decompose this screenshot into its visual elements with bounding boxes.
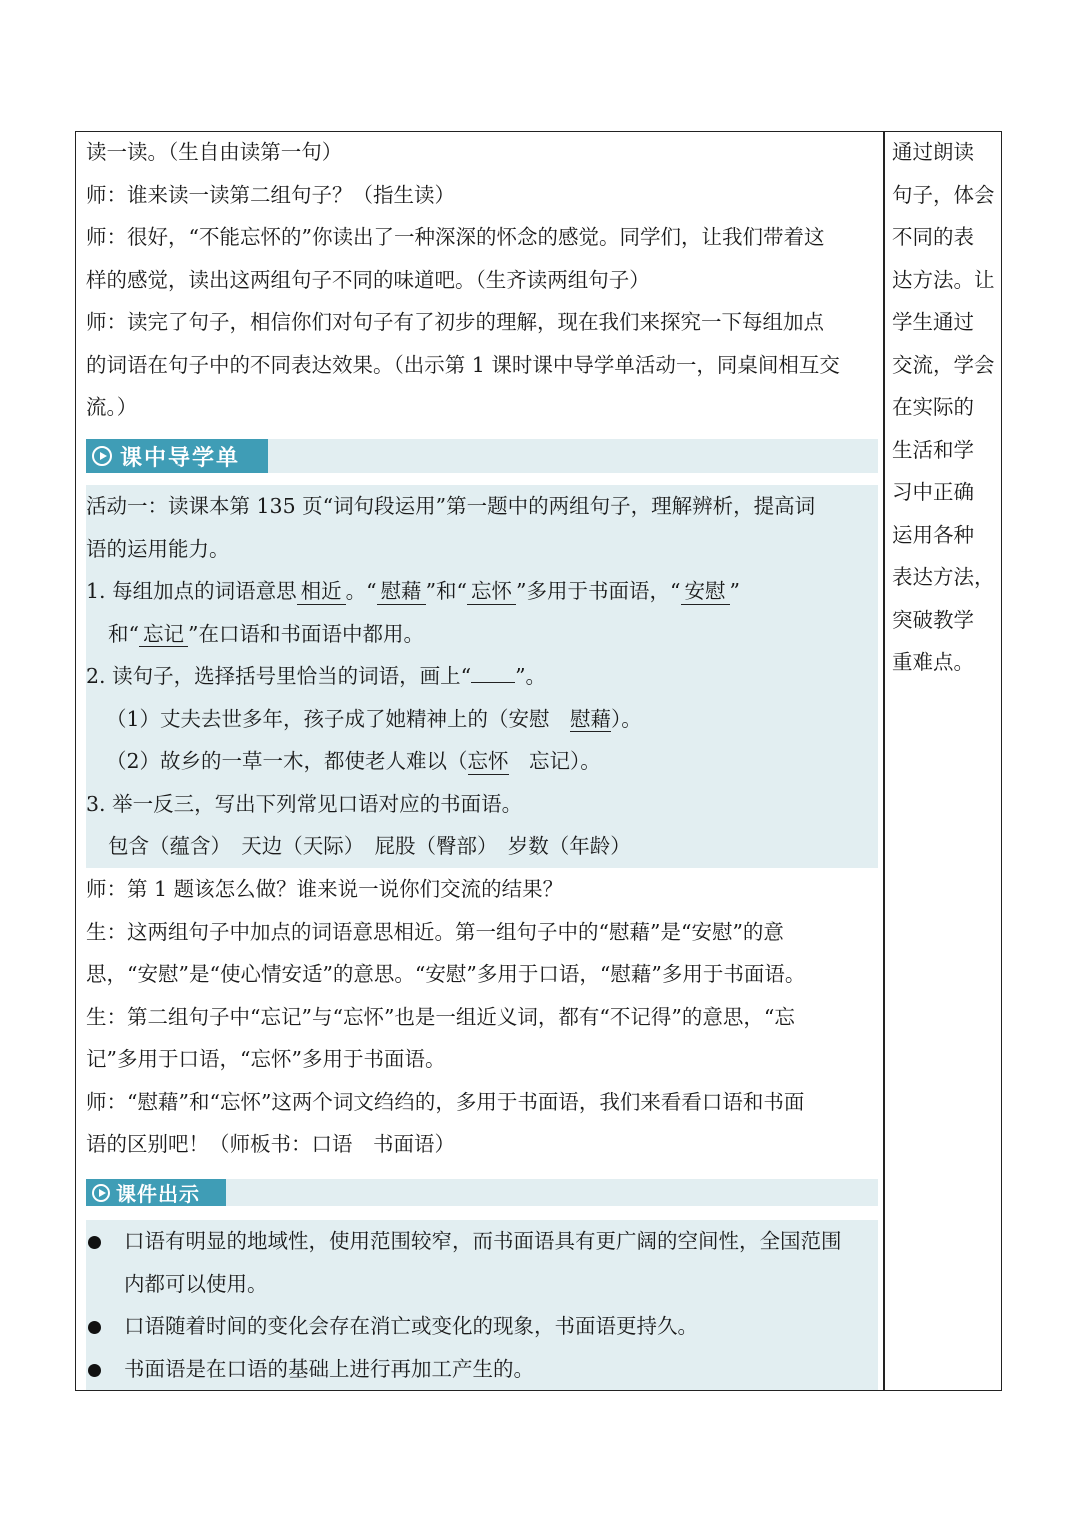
side-line: 达方法。让 [892,267,995,292]
question-2-sentence-1: （1）丈夫去世多年，孩子成了她精神上的（安慰 慰藉）。 [106,706,642,731]
intro-line: 的词语在句子中的不同表达效果。（出示第 1 课时课中导学单活动一，同桌间相互交 [86,352,840,377]
intro-line: 师：读完了句子，相信你们对句子有了初步的理解，现在我们来探究一下每组加点 [86,310,824,334]
discussion-line: 师：“慰藉”和“忘怀”这两个词文绉绉的，多用于书面语，我们来看看口语和书面 [86,1089,805,1114]
question-1: 1. 每组加点的词语意思 相近 。“ 慰藉 ”和“ 忘怀 ”多用于书面语，“ 安慰 ” [86,579,740,603]
bullet-item: 书面语是在口语的基础上进行再加工产生的。 [86,1348,878,1391]
intro-line: 师：谁来读一读第二组句子？（指生读） [86,182,455,207]
discussion-line: 生：第二组句子中“忘记”与“忘怀”也是一组近义词，都有“不记得”的意思，“忘 [86,1004,795,1029]
side-line: 通过朗读 [892,140,974,164]
discussion-line: 生：这两组句子中加点的词语意思相近。第一组句子中的“慰藉”是“安慰”的意 [86,919,784,944]
discussion-line: 师：第 1 题该怎么做？谁来说一说你们交流的结果？ [86,877,564,901]
discussion-line: 语的区别吧！（师板书：口语 书面语） [86,1132,455,1156]
bullet-dot [88,1236,101,1249]
side-line: 突破教学 [892,607,974,632]
underline-sample [471,660,515,683]
answer-blank: 忘怀 [467,579,516,605]
side-notes [892,131,996,684]
discussion-section [86,868,878,1166]
guide-header-bar [86,439,878,473]
answer-blank: 忘记 [139,622,188,648]
activity-line: 活动一：读课本第 135 页“词句段运用”第一题中的两组句子，理解辨析，提高词 [86,494,816,518]
intro-line: 流。） [86,395,138,419]
side-line: 表达方法， [892,565,995,589]
answer-blank: 安慰 [681,579,730,605]
bullet-dot [88,1321,101,1334]
activity-line: 语的运用能力。 [86,536,230,561]
side-line: 句子，体会 [892,182,995,207]
intro-section [86,131,878,429]
intro-line: 读一读。（生自由读第一句） [86,140,343,164]
side-line: 运用各种 [892,522,974,547]
guide-tag [86,439,268,473]
question-2: 2. 读句子，选择括号里恰当的词语，画上“ ”。 [86,655,878,698]
side-line: 交流，学会 [892,352,995,377]
side-line: 习中正确 [892,480,974,504]
column-divider [883,131,885,1391]
side-line: 学生通过 [892,310,974,334]
bullet-dot [88,1364,101,1377]
guide-tag-label: 课中导学单 [120,445,241,471]
courseware-tag-label: 课件出示 [116,1182,200,1206]
side-line: 生活和学 [892,437,974,462]
discussion-line: 记”多用于口语，“忘怀”多用于书面语。 [86,1047,446,1071]
question-3: 3. 举一反三，写出下列常见口语对应的书面语。 [86,791,523,816]
answer-blank: 慰藉 [377,579,426,605]
side-line: 不同的表 [892,225,974,249]
play-circle-icon [92,446,112,466]
bullet-item: 口语随着时间的变化会存在消亡或变化的现象，书面语更持久。 [86,1305,878,1348]
side-line: 在实际的 [892,395,974,419]
question-1-cont: 和“ 忘记 ”在口语和书面语中都用。 [108,621,424,646]
bullet-item: 口语有明显的地域性，使用范围较窄，而书面语具有更广阔的空间性，全国范围 内都可以使用。 [86,1220,878,1305]
intro-line: 样的感觉，读出这两组句子不同的味道吧。（生齐读两组句子） [86,267,650,292]
discussion-line: 思，“安慰”是“使心情安适”的意思。“安慰”多用于口语，“慰藉”多用于书面语。 [86,962,806,986]
question-3-answers: 包含（蕴含） 天边（天际） 屁股（臀部） 岁数（年龄） [108,834,631,858]
question-2-sentence-2: （2）故乡的一草一木，都使老人难以（忘怀 忘记）。 [106,749,601,773]
chosen-word: 忘怀 [467,749,509,773]
side-line: 重难点。 [892,650,974,674]
courseware-tag [86,1179,226,1206]
guide-panel [86,485,878,868]
courseware-panel [86,1220,878,1390]
answer-blank: 相近 [297,579,346,605]
chosen-word: 慰藉 [570,706,612,731]
courseware-header-bar [86,1179,878,1206]
intro-line: 师：很好，“不能忘怀的”你读出了一种深深的怀念的感觉。同学们，让我们带着这 [86,225,825,249]
play-circle-icon [92,1184,110,1202]
